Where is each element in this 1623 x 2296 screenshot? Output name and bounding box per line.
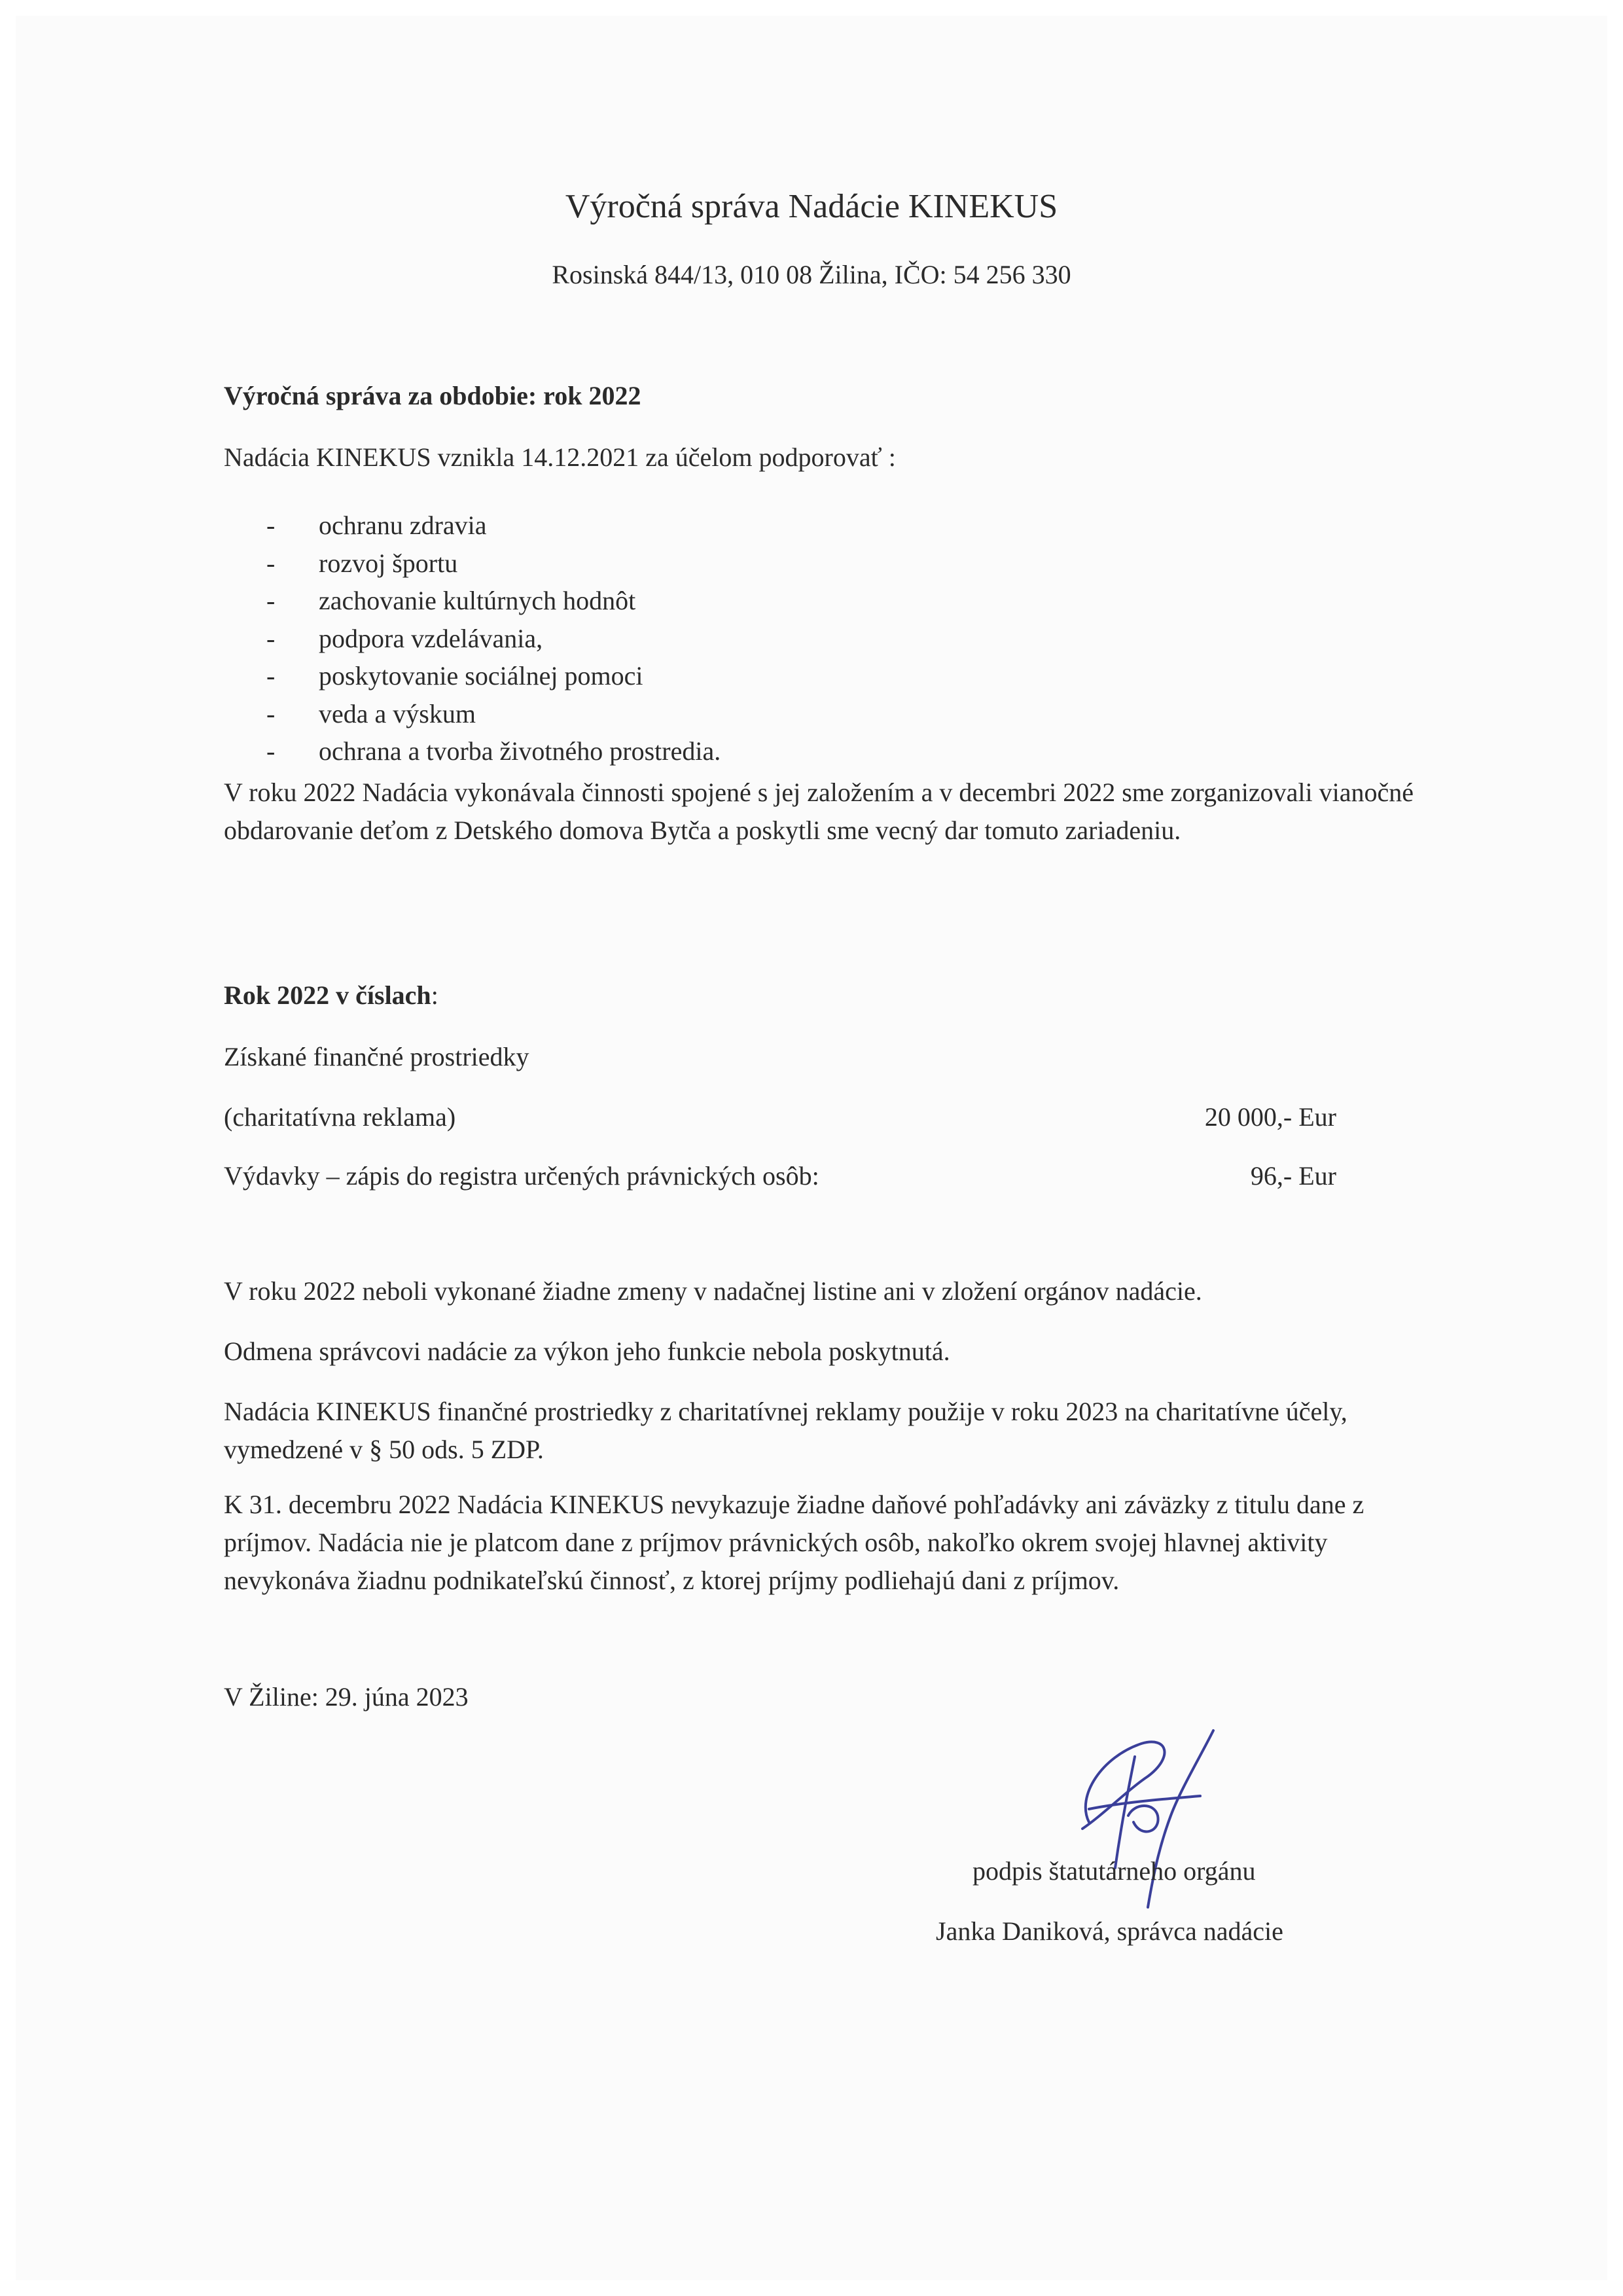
expenses-label: Výdavky – zápis do registra určených právnických osôb: <box>224 1161 819 1191</box>
income-amount: 20 000,- Eur <box>1204 1102 1336 1132</box>
purpose-list <box>266 507 721 770</box>
signature-caption: podpis štatutárneho orgánu <box>972 1856 1256 1886</box>
document-title: Výročná správa Nadácie KINEKUS <box>565 188 1058 225</box>
foundation-address: Rosinská 844/13, 010 08 Žilina, IČO: 54 256 330 <box>552 260 1071 289</box>
expenses-amount: 96,- Eur <box>1250 1161 1336 1191</box>
list-item: - rozvoj športu <box>266 545 721 583</box>
list-item: - podpora vzdelávania, <box>266 620 721 658</box>
tax-statement: K 31. decembru 2022 Nadácia KINEKUS nevykazuje žiadne daňové pohľadávky ani záväzky z titulu dane z príjmov. Nadácia nie je platcom dane z príjmov právnických osôb, nakoľko okrem svojej hlavnej aktivity nevykonáva žiadnu podnikateľskú činnosť, z ktorej príjmy podliehajú dani z príjmov. <box>224 1490 1364 1595</box>
founding-statement: Nadácia KINEKUS vznikla 14.12.2021 za účelom podporovať : <box>224 442 896 472</box>
income-sublabel: (charitatívna reklama) <box>224 1102 456 1132</box>
numbers-heading: Rok 2022 v číslach: <box>224 980 438 1010</box>
list-dash: - <box>266 586 276 615</box>
activities-paragraph: V roku 2022 Nadácia vykonávala činnosti spojené s jej založením a v decembri 2022 sme zorganizovali vianočné obdarovanie deťom z Detského domova Bytča a poskytli sme vecný dar tomuto zariadeniu. <box>224 778 1414 845</box>
list-dash: - <box>266 548 276 578</box>
remuneration-statement: Odmena správcovi nadácie za výkon jeho funkcie nebola poskytnutá. <box>224 1336 950 1366</box>
list-item: - ochrana a tvorba životného prostredia. <box>266 732 721 770</box>
period-heading: Výročná správa za obdobie: rok 2022 <box>224 381 641 410</box>
document-page <box>16 16 1607 2280</box>
funds-usage-statement: Nadácia KINEKUS finančné prostriedky z charitatívnej reklamy použije v roku 2023 na charitatívne účely, vymedzené v § 50 ods. 5 ZDP. <box>224 1397 1347 1464</box>
list-dash: - <box>266 623 276 653</box>
list-dash: - <box>266 511 276 540</box>
list-item: - ochranu zdravia <box>266 507 721 545</box>
no-changes-statement: V roku 2022 neboli vykonané žiadne zmeny v nadačnej listine ani v zložení orgánov nadácie. <box>224 1276 1202 1306</box>
list-item: - veda a výskum <box>266 695 721 733</box>
list-dash: - <box>266 661 276 691</box>
place-and-date: V Žiline: 29. júna 2023 <box>224 1682 469 1712</box>
income-label: Získané finančné prostriedky <box>224 1042 529 1071</box>
list-item: - poskytovanie sociálnej pomoci <box>266 657 721 695</box>
signatory-name: Janka Daniková, správca nadácie <box>936 1916 1283 1946</box>
list-item: - zachovanie kultúrnych hodnôt <box>266 582 721 620</box>
list-dash: - <box>266 698 276 728</box>
list-dash: - <box>266 736 276 766</box>
